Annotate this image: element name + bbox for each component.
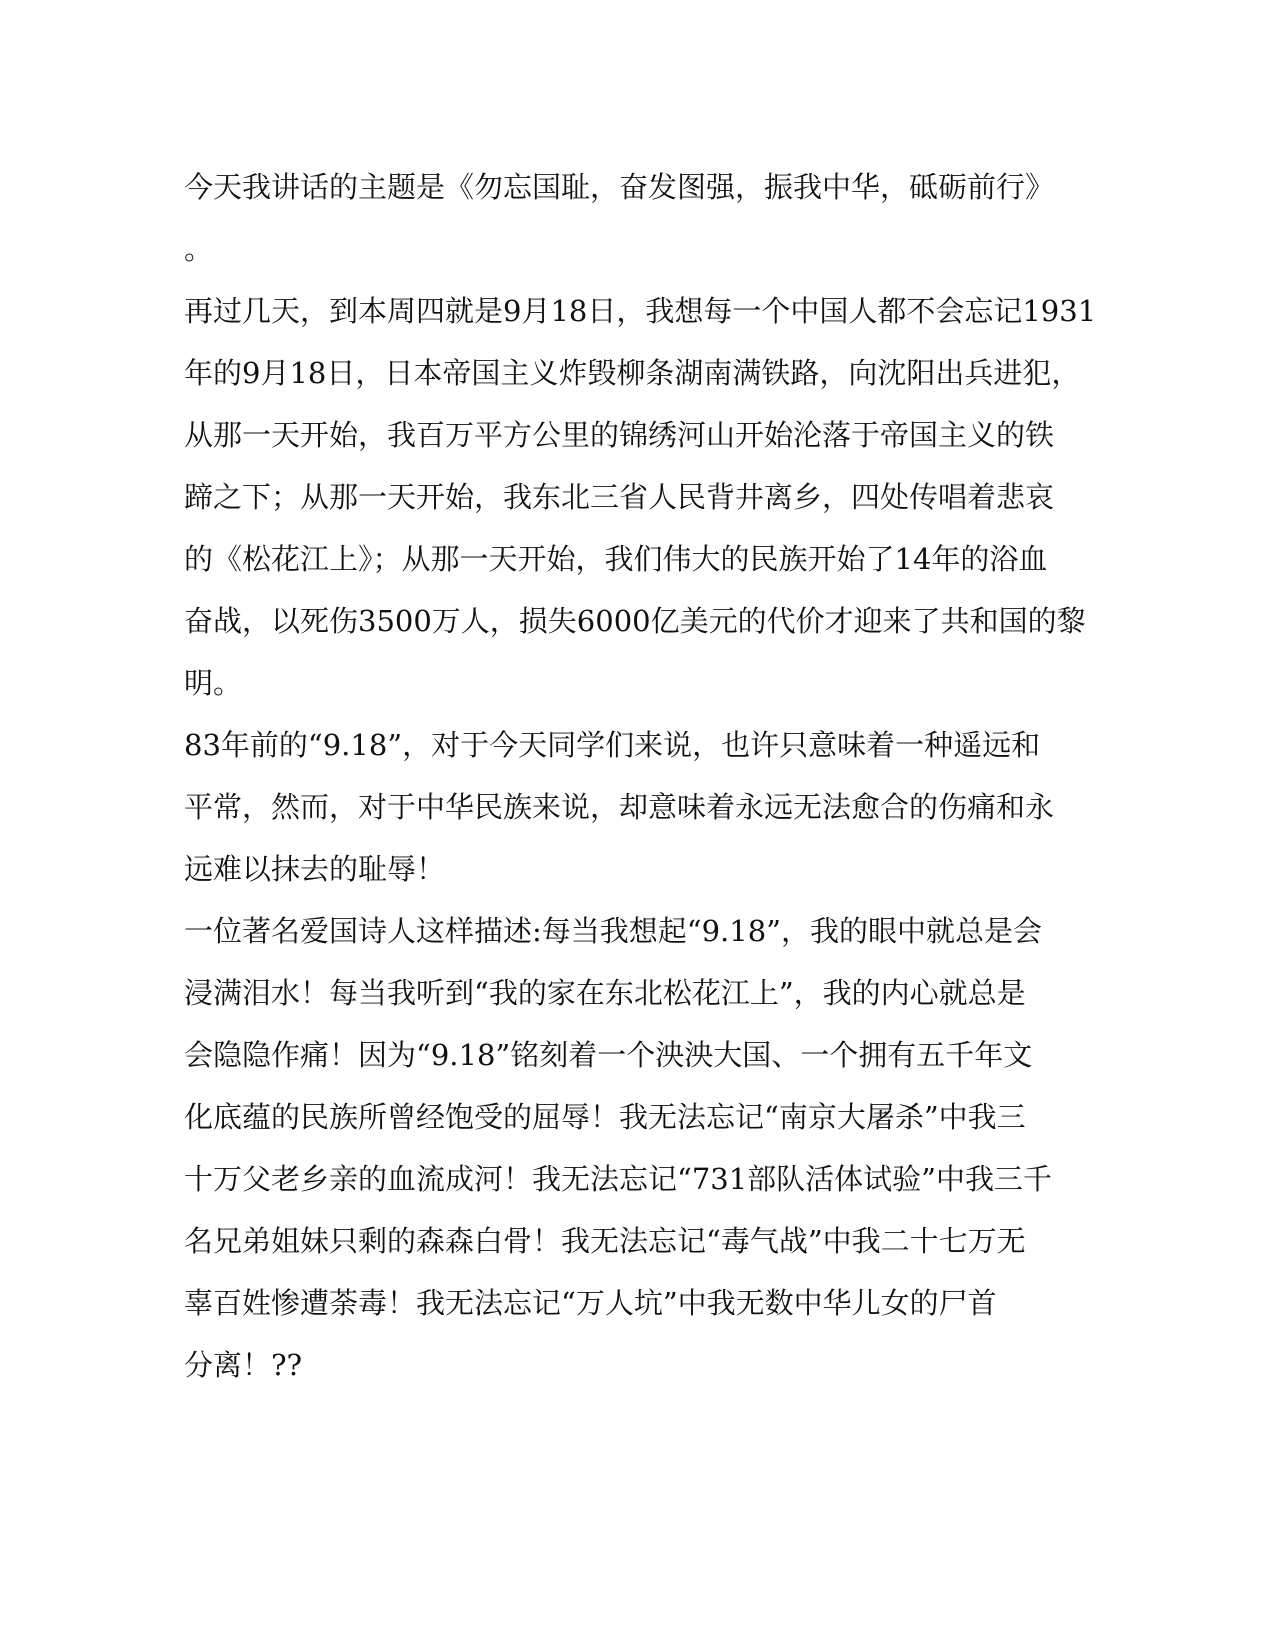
text-line: 蹄之下；从那一天开始，我东北三省人民背井离乡，四处传唱着悲哀 xyxy=(184,480,1055,514)
text-line: 再过几天，到本周四就是9月18日，我想每一个中国人都不会忘记1931 xyxy=(184,294,1097,328)
document-body xyxy=(184,156,1097,1396)
paragraph-poet xyxy=(184,900,1053,1396)
text-line: 年的9月18日，日本帝国主义炸毁柳条湖南满铁路，向沈阳出兵进犯， xyxy=(184,356,1081,390)
paragraph-meaning xyxy=(184,714,1055,900)
text-line: 化底蕴的民族所曾经饱受的屈辱！我无法忘记“南京大屠杀”中我三 xyxy=(184,1100,1026,1134)
text-line: 会隐隐作痛！因为“9.18”铭刻着一个泱泱大国、一个拥有五千年文 xyxy=(184,1038,1033,1072)
paragraph-topic xyxy=(184,156,1055,280)
text-line: 的《松花江上》；从那一天开始，我们伟大的民族开始了14年的浴血 xyxy=(184,542,1048,576)
text-line: 明。 xyxy=(184,666,243,700)
text-line: 今天我讲话的主题是《勿忘国耻，奋发图强，振我中华，砥砺前行》 xyxy=(184,170,1055,204)
text-line: 奋战，以死伤3500万人，损失6000亿美元的代价才迎来了共和国的黎 xyxy=(184,604,1086,638)
text-line: 。 xyxy=(184,232,214,266)
text-line: 83年前的“9.18”，对于今天同学们来说，也许只意味着一种遥远和 xyxy=(184,728,1041,762)
text-line: 远难以抹去的耻辱！ xyxy=(184,852,446,886)
text-line: 辜百姓惨遭荼毒！我无法忘记“万人坑”中我无数中华儿女的尸首 xyxy=(184,1286,997,1320)
text-line: 十万父老乡亲的血流成河！我无法忘记“731部队活体试验”中我三千 xyxy=(184,1162,1053,1196)
paragraph-history xyxy=(184,280,1097,714)
text-line: 平常，然而，对于中华民族来说，却意味着永远无法愈合的伤痛和永 xyxy=(184,790,1055,824)
text-line: 从那一天开始，我百万平方公里的锦绣河山开始沦落于帝国主义的铁 xyxy=(184,418,1055,452)
text-line: 浸满泪水！每当我听到“我的家在东北松花江上”，我的内心就总是 xyxy=(184,976,1026,1010)
text-line: 分离！?? xyxy=(184,1348,303,1382)
text-line: 一位著名爱国诗人这样描述:每当我想起“9.18”，我的眼中就总是会 xyxy=(184,914,1042,948)
text-line: 名兄弟姐妹只剩的森森白骨！我无法忘记“毒气战”中我二十七万无 xyxy=(184,1224,1026,1258)
